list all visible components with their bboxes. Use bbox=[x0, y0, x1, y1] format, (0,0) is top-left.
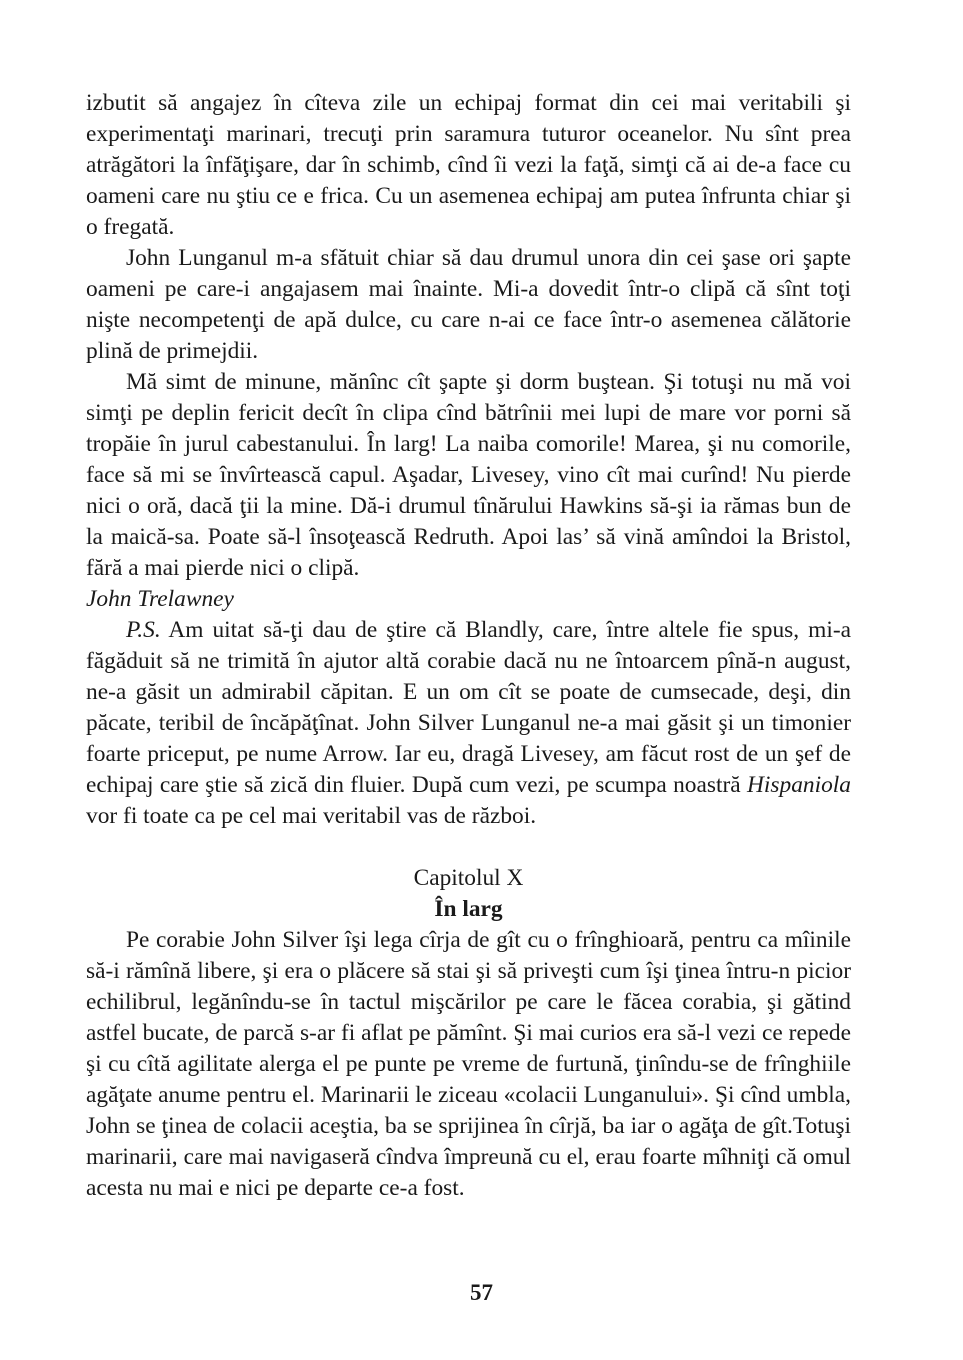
paragraph-john-advice: John Lunganul m-a sfătuit chiar să dau drumul unora din cei şase ori şapte oameni pe care-i angajasem mai înainte. Mi-a dovedit într-o clipă că sînt toţi nişte necompetenţi de apă dulce, cu care n-ai ce face într-o asemenea călătorie plină de primejdii. bbox=[86, 245, 851, 364]
ship-name: Hispaniola bbox=[747, 772, 851, 798]
chapter-title: În larg bbox=[434, 896, 503, 922]
section-gap bbox=[86, 832, 851, 863]
ps-label: P.S. bbox=[126, 617, 161, 643]
book-page bbox=[86, 88, 851, 1204]
ps-text-1: Am uitat să-ţi dau de ştire că Blandly, care, între altele fie spus, mi-a făgăduit să ne trimită în ajutor altă corabie dacă nu ne întoarcem pînă-n august, ne-a găsit un admirabil căpitan. E un om cît se poate de cumsecade, deşi, din păcate, teribil de încăpăţînat. John Silver Lunganul ne-a mai găsit şi un timonier foarte priceput, pe nume Arrow. Iar eu, dragă Livesey, am făcut rost de un şef de echipaj care ştie să zică din fluier. După cum vezi, pe scumpa noastră bbox=[86, 617, 851, 798]
letter-signature: John Trelawney bbox=[86, 586, 234, 612]
chapter-heading: Capitolul X bbox=[413, 865, 524, 891]
paragraph-silver-on-ship: Pe corabie John Silver îşi lega cîrja de gît cu o frînghioară, pentru ca mîinile să-i rămînă libere, şi era o plăcere să stai şi să priveşti cum îşi ţinea întru-n picior echilibrul, legănîndu-se în tactul mişcărilor pe care le făcea corabia, şi gătind astfel bucate, de parcă s-ar fi aflat pe pămînt. Şi mai curios era să-l vezi ce repede şi cu cîtă agilitate alerga el pe punte pe vreme de furtună, ţinîndu-se de frînghiile agăţate anume pentru el. Marinarii le ziceau «colacii Lunganului». Şi cînd umbla, John se ţinea de colacii aceştia, ba se sprijinea în cîrjă, ba iar o agăţa de gît.Totuşi marinarii, care mai navigaseră cîndva împreună cu el, erau foarte mîhniţi că omul acesta nu mai e nici pe departe ce-a fost. bbox=[86, 927, 851, 1201]
paragraph-letter-continuation: izbutit să angajez în cîteva zile un echipaj format din cei mai veritabili şi experimentaţi marinari, trecuţi prin saramura tuturor oceanelor. Nu sînt prea atrăgători la înfăţişare, dar în schimb, cînd îi vezi la faţă, simţi că ai de-a face cu oameni care nu ştiu ce e frica. Cu un asemenea echipaj am putea înfrunta chiar şi o fregată. bbox=[86, 90, 851, 240]
ps-text-2: vor fi toate ca pe cel mai veritabil vas de război. bbox=[86, 803, 537, 829]
paragraph-postscript bbox=[86, 615, 851, 832]
page-number: 57 bbox=[470, 1280, 493, 1305]
paragraph-feeling-great: Mă simt de minune, mănînc cît şapte şi dorm buştean. Şi totuşi nu mă voi simţi pe deplin fericit decît în clipa cînd bătrînii mei lupi de mare vor porni să tropăie în jurul cabestanului. În larg! La naiba comorile! Marea, şi nu comorile, face să mi se învîrtească capul. Aşadar, Livesey, vino cît mai curînd! Nu pierde nici o oră, dacă ţii la mine. Dă-i drumul tînărului Hawkins să-şi ia rămas bun de la maică-sa. Poate să-l însoţească Redruth. Apoi las’ să vină amîndoi la Bristol, fără a mai pierde nici o clipă. bbox=[86, 369, 851, 581]
